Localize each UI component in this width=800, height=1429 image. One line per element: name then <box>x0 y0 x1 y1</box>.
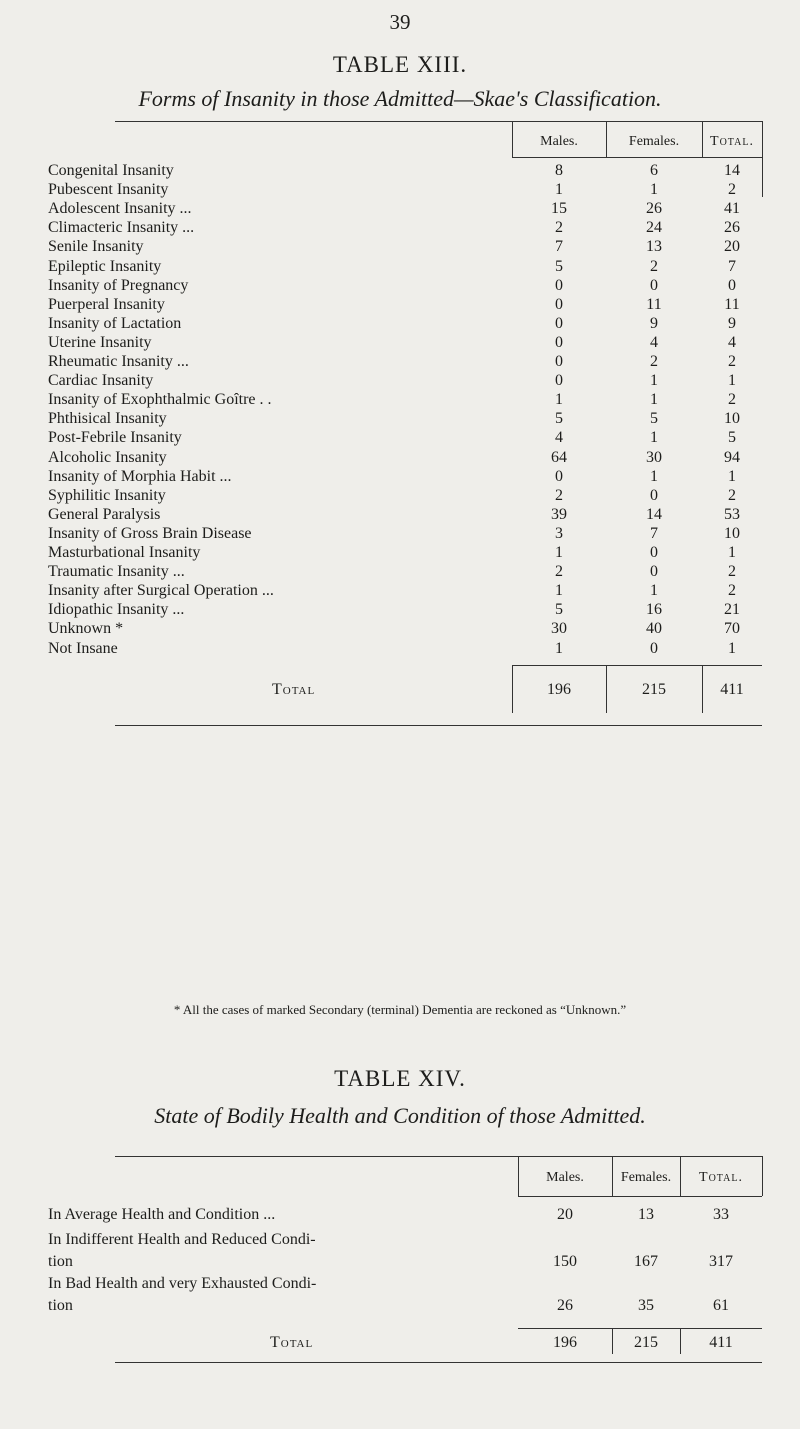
table13-cell-total: 10 <box>724 410 740 428</box>
table13-row-label: Senile Insanity <box>48 238 144 256</box>
table13-row-label: Insanity of Pregnancy <box>48 276 189 294</box>
table13-cell-females: 9 <box>650 314 658 332</box>
table13-cell-total: 1 <box>728 372 736 390</box>
table14-cell-males: 26 <box>557 1297 573 1314</box>
table13-cell-total: 2 <box>728 563 736 581</box>
table13-row-label: Pubescent Insanity <box>48 181 169 199</box>
table13-row-label: Idiopathic Insanity ... <box>48 601 185 619</box>
table14-total-label: Total <box>270 1334 314 1351</box>
table13-title: TABLE XIII. <box>332 52 468 77</box>
table13-row-label: Masturbational Insanity <box>48 544 201 561</box>
table13-cell-females: 1 <box>650 391 658 409</box>
table13-cell-total: 2 <box>728 353 736 370</box>
table13-cell-total: 21 <box>724 601 740 619</box>
table13-row-label: Insanity of Gross Brain Disease <box>48 524 252 542</box>
table13-cell-females: 7 <box>650 524 658 542</box>
table13-row-label: Rheumatic Insanity ... <box>48 353 189 370</box>
table13-row-label: Alcoholic Insanity <box>48 448 167 466</box>
table13-row-label: Not Insane <box>48 639 118 657</box>
table14-bottom-rule <box>115 1362 762 1363</box>
table14-total-females: 215 <box>634 1334 658 1351</box>
table13-row-label: Insanity of Lactation <box>48 314 182 332</box>
table13-cell-total: 53 <box>724 505 740 523</box>
table13-total-total: 411 <box>720 680 744 698</box>
table14-total-rule <box>518 1328 762 1329</box>
table13-cell-total: 41 <box>724 200 740 218</box>
table13-cell-females: 1 <box>650 582 658 600</box>
table13-cell-males: 0 <box>555 372 563 390</box>
table14-cell-males: 150 <box>553 1253 577 1270</box>
table13-cell-males: 2 <box>555 563 563 581</box>
table13-row-label: Adolescent Insanity ... <box>48 200 192 218</box>
table13-cell-total: 1 <box>728 467 736 485</box>
table13-cell-total: 2 <box>728 582 736 600</box>
table13-cell-males: 0 <box>555 276 563 294</box>
table13-cell-males: 4 <box>555 429 563 447</box>
table13-row-label: Insanity of Morphia Habit ... <box>48 467 232 485</box>
table13-row-label: Climacteric Insanity ... <box>48 219 195 237</box>
table13-cell-females: 1 <box>650 181 658 199</box>
table14-total-males: 196 <box>553 1334 577 1351</box>
table13-row-label: Cardiac Insanity <box>48 372 154 390</box>
table13-cell-total: 1 <box>728 544 736 561</box>
table14-title: TABLE XIV. <box>334 1066 466 1091</box>
table13-cell-total: 11 <box>724 295 740 313</box>
table14-subtitle: State of Bodily Health and Condition of those Admitted. <box>154 1103 646 1128</box>
table14-cell-males: 20 <box>557 1206 573 1223</box>
table13-cell-total: 94 <box>724 448 740 466</box>
table13-top-rule <box>115 121 762 122</box>
table13-cell-total: 26 <box>724 219 740 237</box>
table13-cell-females: 2 <box>650 257 658 275</box>
page-number: 39 <box>389 10 411 34</box>
table14-row-label: In Indifferent Health and Reduced Condi- <box>48 1231 316 1248</box>
table14-row-label-cont: tion <box>48 1253 73 1270</box>
table13-cell-males: 0 <box>555 314 563 332</box>
table13-subtitle: Forms of Insanity in those Admitted—Skae's Classification. <box>138 86 662 111</box>
table14-cell-total: 33 <box>713 1206 729 1223</box>
table13-cell-males: 0 <box>555 295 563 313</box>
table14-cell-females: 167 <box>634 1253 658 1270</box>
table13-cell-total: 9 <box>728 314 736 332</box>
table13-cell-males: 0 <box>555 353 563 370</box>
table13-cell-females: 14 <box>646 505 662 523</box>
table13-cell-total: 7 <box>728 257 736 275</box>
table13-cell-males: 2 <box>555 486 563 504</box>
table13-cell-females: 0 <box>650 563 658 581</box>
table14-cell-females: 13 <box>638 1206 654 1223</box>
table13-cell-males: 0 <box>555 333 563 351</box>
table13-total-rule <box>512 665 762 666</box>
table14-cell-total: 61 <box>713 1297 729 1314</box>
table13-cell-females: 1 <box>650 429 658 447</box>
table14-top-rule <box>115 1156 762 1157</box>
table13-row-label: Insanity after Surgical Operation ... <box>48 582 274 600</box>
table13-cell-females: 30 <box>646 448 662 466</box>
table13-bottom-rule <box>115 725 762 726</box>
table13-cell-females: 0 <box>650 544 658 561</box>
table13-row-label: Post-Febrile Insanity <box>48 429 182 447</box>
table13-cell-males: 5 <box>555 257 563 275</box>
table14-cell-total: 317 <box>709 1253 733 1270</box>
table13-cell-total: 2 <box>728 181 736 199</box>
table14-header-rule <box>518 1196 762 1197</box>
table13-row-label: Phthisical Insanity <box>48 410 167 428</box>
table13-cell-total: 1 <box>728 639 736 657</box>
table13-cell-total: 2 <box>728 486 736 504</box>
table13-cell-total: 20 <box>724 238 740 256</box>
table13-cell-males: 3 <box>555 524 563 542</box>
table13-right-edge <box>762 121 763 197</box>
table13-cell-total: 70 <box>724 620 740 638</box>
table13-row-label: Unknown * <box>48 620 124 638</box>
table13-cell-females: 1 <box>650 467 658 485</box>
table13-row-label: Puerperal Insanity <box>48 295 165 313</box>
table13-cell-females: 0 <box>650 639 658 657</box>
table13-cell-females: 4 <box>650 333 658 351</box>
table14-cell-females: 35 <box>638 1297 654 1314</box>
table13-cell-females: 0 <box>650 276 658 294</box>
table13-cell-females: 16 <box>646 601 662 619</box>
table14-row-label-cont: tion <box>48 1297 73 1314</box>
table13-row-label: Insanity of Exophthalmic Goître . . <box>48 391 272 409</box>
table13-header-rule <box>512 157 762 158</box>
table13-cell-females: 1 <box>650 372 658 390</box>
table13-cell-males: 7 <box>555 238 563 256</box>
table13-cell-total: 4 <box>728 333 736 351</box>
table13-cell-females: 40 <box>646 620 662 638</box>
table13-cell-females: 13 <box>646 238 662 256</box>
table13-cell-males: 1 <box>555 181 563 199</box>
table14-row-label: In Bad Health and very Exhausted Condi- <box>48 1275 317 1292</box>
table13-cell-males: 1 <box>555 391 563 409</box>
table13-total-label: Total <box>272 680 316 698</box>
table13-total-females: 215 <box>642 680 666 698</box>
table13-cell-males: 1 <box>555 544 563 561</box>
table13-cell-males: 2 <box>555 219 563 237</box>
table14-total-total: 411 <box>709 1334 733 1351</box>
table13-row-label: Congenital Insanity <box>48 162 174 179</box>
table13-cell-total: 10 <box>724 524 740 542</box>
table13-row-label: Syphilitic Insanity <box>48 486 166 504</box>
table13-cell-males: 1 <box>555 639 563 657</box>
table13-cell-males: 1 <box>555 582 563 600</box>
table13-cell-males: 30 <box>551 620 567 638</box>
table13-cell-females: 24 <box>646 219 662 237</box>
table13-cell-females: 0 <box>650 486 658 504</box>
table14-header-total: Total. <box>699 1170 743 1185</box>
table13-row-label: Uterine Insanity <box>48 333 152 351</box>
table13-header-total: Total. <box>710 134 754 149</box>
table13-header-females: Females. <box>628 134 680 149</box>
table13-row-label: Epileptic Insanity <box>48 257 162 275</box>
table14-right-edge <box>762 1156 763 1196</box>
table13-cell-females: 11 <box>646 295 662 313</box>
table13-cell-total: 5 <box>728 429 736 447</box>
table13-row-label: General Paralysis <box>48 505 161 523</box>
table13-cell-males: 64 <box>551 448 567 466</box>
table13-cell-total: 2 <box>728 391 736 409</box>
table13-row-label: Traumatic Insanity ... <box>48 563 185 581</box>
table13-cell-females: 26 <box>646 200 662 218</box>
table13-cell-males: 15 <box>551 200 567 218</box>
table13-cell-females: 6 <box>650 162 658 179</box>
table13-cell-males: 5 <box>555 410 563 428</box>
table14-header-males: Males. <box>546 1170 584 1185</box>
table13-cell-males: 5 <box>555 601 563 619</box>
table13-footnote: * All the cases of marked Secondary (terminal) Dementia are reckoned as “Unknown.” <box>173 1002 627 1017</box>
table13-cell-males: 0 <box>555 467 563 485</box>
table14-header-females: Females. <box>620 1170 672 1185</box>
table13-cell-total: 0 <box>728 276 736 294</box>
table13-cell-females: 2 <box>650 353 658 370</box>
table13-total-males: 196 <box>547 680 571 698</box>
table14-row-label: In Average Health and Condition ... <box>48 1206 276 1223</box>
table13-cell-females: 5 <box>650 410 658 428</box>
table13-cell-males: 8 <box>555 162 563 179</box>
table13-header-males: Males. <box>540 134 578 149</box>
table13-cell-total: 14 <box>724 162 740 179</box>
table13-cell-males: 39 <box>551 505 567 523</box>
